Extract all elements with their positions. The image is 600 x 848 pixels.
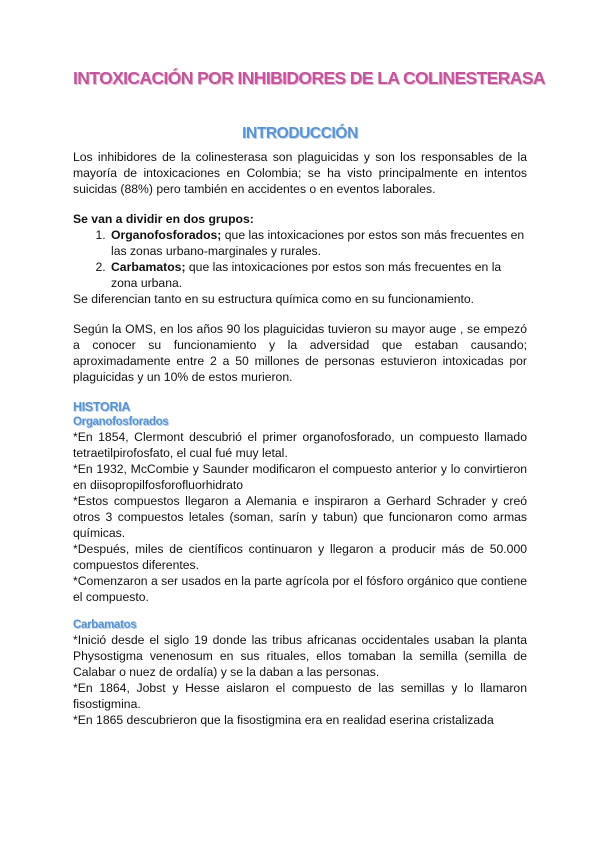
intro-heading: INTRODUCCIÓN [242, 125, 358, 142]
group-item-carbamatos [109, 259, 527, 291]
group-text: que las intoxicaciones por estos son más frecuentes en la zona urbana. [111, 260, 502, 290]
document-body [73, 68, 545, 728]
history-item: *En 1864, Jobst y Hesse aislaron el compuesto de las semillas y lo llamaron fisostigmina. [73, 681, 527, 711]
group-term: Carbamatos; [111, 260, 186, 274]
groups-list [73, 227, 527, 291]
history-item: *Después, miles de científicos continuaron y llegaron a producir más de 50.000 compuestos diferentes. [73, 542, 527, 572]
carbamatos-heading: Carbamatos [73, 619, 137, 631]
intro-paragraph: Los inhibidores de la colinesterasa son plaguicidas y son los responsables de la mayoría de intoxicaciones en Colombia; se ha visto principalmente en intentos suicidas (88%) pero también en accidentes o en eventos laborales. [73, 150, 527, 196]
group-term: Organofosforados; [111, 228, 222, 242]
history-section [73, 400, 527, 728]
history-heading: HISTORIA [73, 400, 131, 414]
difference-paragraph: Se diferencian tanto en su estructura química como en su funcionamiento. [73, 292, 475, 306]
history-item: *En 1865 descubrieron que la fisostigmina era en realidad eserina cristalizada [73, 713, 494, 727]
history-item: *Inició desde el siglo 19 donde las tribus africanas occidentales usaban la planta Physostigma venenosum en sus rituales, ellos tomaban la semilla (semilla de Calabar o nuez de ordalía) y se la daban a las personas. [73, 633, 527, 679]
history-item: *En 1932, McCombie y Saunder modificaron el compuesto anterior y lo convirtieron en diisopropilfosforofluorhidrato [73, 462, 527, 492]
history-item: *En 1854, Clermont descubrió el primer organofosforado, un compuesto llamado tetraetilpirofosfato, el cual fué muy letal. [73, 430, 527, 460]
history-item: *Comenzaron a ser usados en la parte agrícola por el fósforo orgánico que contiene el compuesto. [73, 574, 527, 604]
oms-paragraph: Según la OMS, en los años 90 los plaguicidas tuvieron su mayor auge , se empezó a conocer su funcionamiento y la adversidad que estaban causando; aproximadamente entre 2 a 50 millones de personas estuvieron intoxicadas por plaguicidas y un 10% de estos murieron. [73, 322, 527, 384]
group-item-organofosforados [109, 227, 527, 259]
group-text: que las intoxicaciones por estos son más frecuentes en las zonas urbano-marginales y rurales. [111, 228, 525, 258]
organofosforados-heading: Organofosforados [73, 416, 169, 428]
history-item: *Estos compuestos llegaron a Alemania e inspiraron a Gerhard Schrader y creó otros 3 compuestos letales (soman, sarín y tabun) que funcionaron como armas químicas. [73, 494, 527, 540]
groups-heading: Se van a dividir en dos grupos: [73, 212, 254, 226]
document-title: INTOXICACIÓN POR INHIBIDORES DE LA COLINESTERASA [73, 68, 545, 88]
